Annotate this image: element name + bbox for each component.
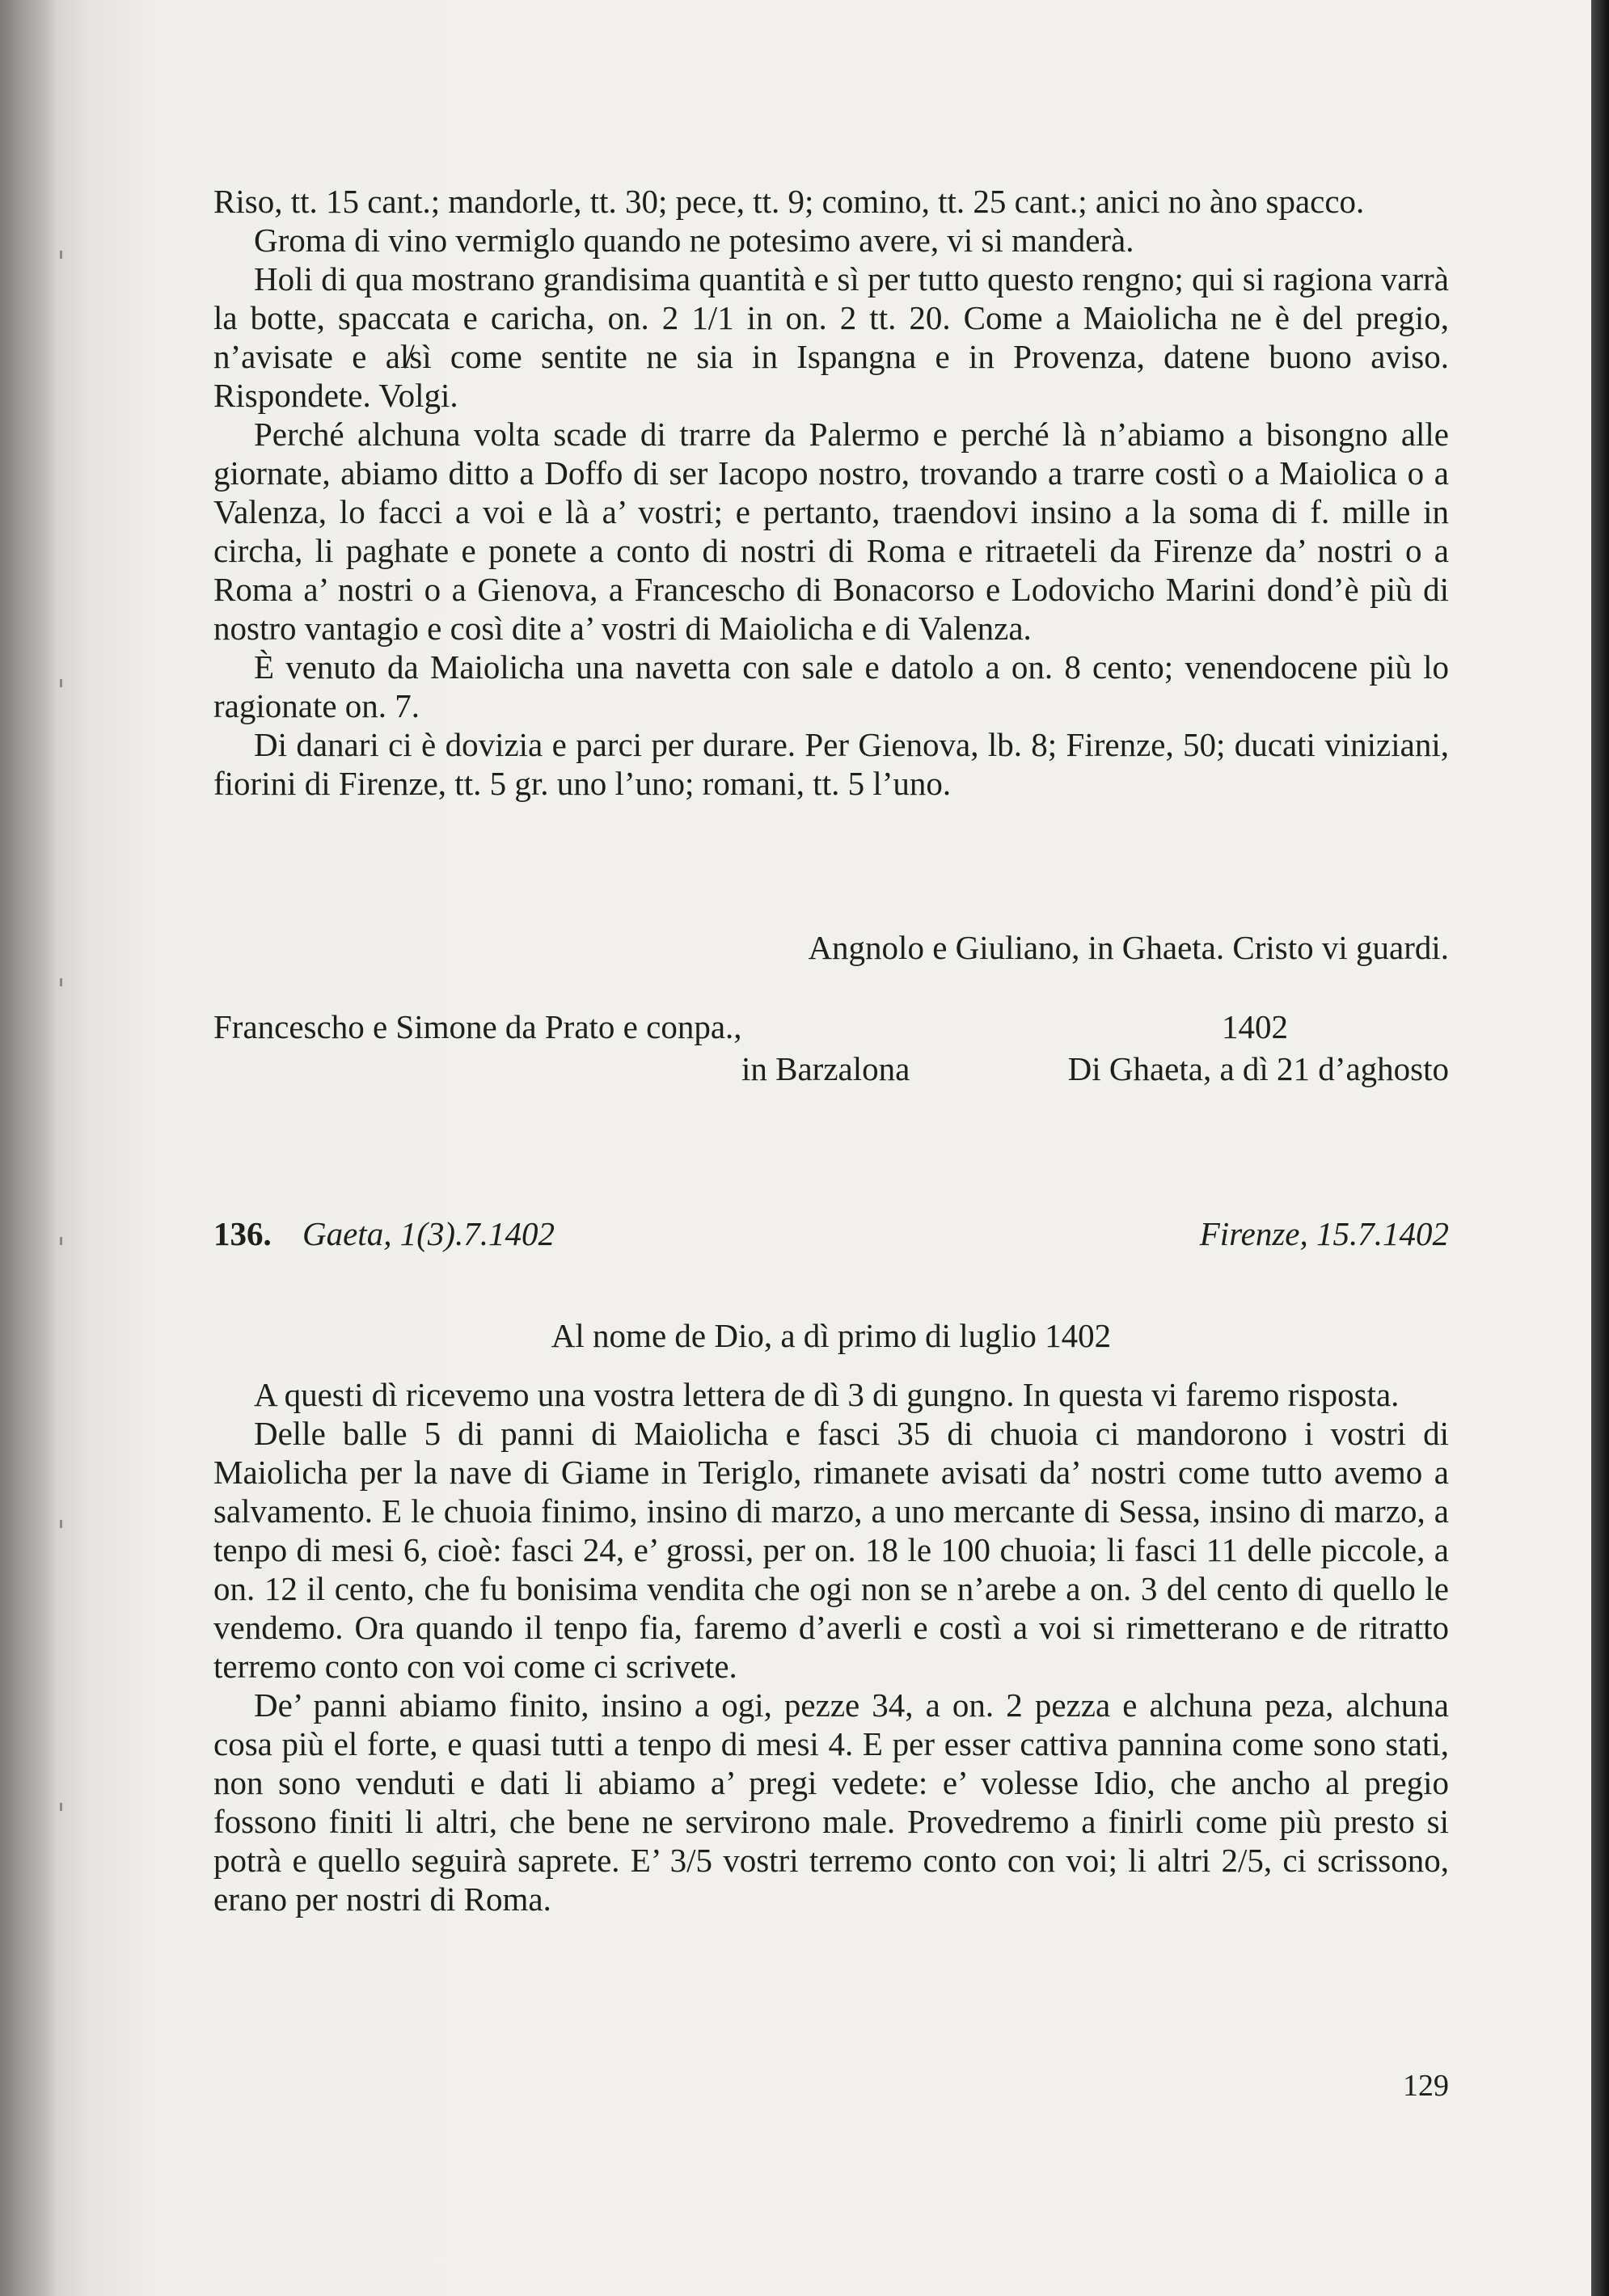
address-recipient: Francescho e Simone da Prato e conpa., (213, 1008, 742, 1045)
letter-number: 136. (213, 1215, 272, 1252)
margin-mark (60, 978, 62, 986)
letter-continuation (213, 182, 1449, 803)
margin-mark (60, 679, 62, 687)
paragraph: De’ panni abiamo finito, insino a ogi, pezze 34, a on. 2 pezza e alchuna peza, alchuna cosa più el forte, e quasi tutti a tenpo di mesi 4. E per esser cattiva pannina come sono stati, non sono venduti e dati li abiamo a’ pregi vedete: e’ volesse Idio, che ancho al pregio fossono finiti li altri, che bene ne servirono male. Provedremo a finirli come più presto si potrà e quello seguirà saprete. E’ 3/5 vostri terremo conto con voi; li altri 2/5, ci scrissono, erano per nostri di Roma. (213, 1686, 1449, 1918)
address-year: 1402 (1222, 1008, 1288, 1045)
margin-mark (60, 1520, 62, 1528)
paragraph: È venuto da Maiolicha una navetta con sale e datolo a on. 8 cento; venendocene più lo ragionate on. 7. (213, 648, 1449, 724)
address-line-1 (213, 1007, 1449, 1046)
letter-body (213, 1375, 1449, 1918)
paragraph: Delle balle 5 di panni di Maiolicha e fasci 35 di chuoia ci mandorono i vostri di Maiolicha per la nave di Giame in Teriglo, rimanete avisati da’ nostri come tutto avemo a salvamento. E le chuoia finimo, insino di marzo, a uno mercante di Sessa, insino di marzo, a tenpo di mesi 6, cioè: fasci 24, e’ grossi, per on. 18 le 100 chuoia; li fasci 11 delle piccole, a on. 12 il cento, che fu bonisima vendita che ogi non se n’arebe a on. 3 del cento di quello le vendemo. Ora quando il tenpo fia, faremo d’averli e costì a voi si rimetterano e de ritratto terremo conto con voi come ci scrivete. (213, 1415, 1449, 1685)
letter-header (213, 1214, 1449, 1253)
margin-mark (60, 1237, 62, 1245)
address-date: Di Ghaeta, a dì 21 d’aghosto (1067, 1050, 1449, 1087)
address-place: in Barzalona (741, 1050, 910, 1087)
paragraph: Holi di qua mostrano grandisima quantità e sì per tutto questo rengno; qui si ragiona varrà la botte, spaccata e caricha, on. 2 1/1 in on. 2 tt. 20. Come a Maiolicha ne è del pregio, n’avisate e al̸sì come sentite ne sia in Ispangna e in Provenza, datene buono aviso. Rispondete. Volgi. (213, 260, 1449, 414)
paragraph: Groma di vino vermiglo quando ne potesimo avere, vi si manderà. (254, 222, 1134, 259)
page-number: 129 (1403, 2069, 1449, 2103)
paragraph: Perché alchuna volta scade di trarre da Palermo e perché là n’abiamo a bisongno alle giornate, abiamo ditto a Doffo di ser Iacopo nostro, trovando a trarre costì o a Maiolica o a Valenza, lo facci a voi e là a’ vostri; e pertanto, traendovi insino a la soma di f. mille in circha, li paghate e ponete a conto di nostri di Roma e ritraeteli da Firenze da’ nostri o a Roma a’ nostri o a Gienova, a Francescho di Bonacorso e Lodovicho Marini dond’è più di nostro vantagio e così dite a’ vostri di Maiolicha e di Valenza. (213, 416, 1449, 647)
margin-mark (60, 251, 62, 259)
letter-destination: Firenze, 15.7.1402 (1199, 1215, 1449, 1252)
paragraph: Riso, tt. 15 cant.; mandorle, tt. 30; pece, tt. 9; comino, tt. 25 cant.; anici no àno spacco. (213, 183, 1365, 220)
paragraph: Di danari ci è dovizia e parci per durare. Per Gienova, lb. 8; Firenze, 50; ducati viniziani, fiorini di Firenze, tt. 5 gr. uno l’uno; romani, tt. 5 l’uno. (213, 726, 1449, 802)
book-spine-shadow (0, 0, 57, 2296)
book-edge-shadow (1591, 0, 1609, 2296)
invocation: Al nome de Dio, a dì primo di luglio 1402 (551, 1317, 1112, 1354)
paragraph: A questi dì ricevemo una vostra lettera de dì 3 di gungno. In questa vi faremo risposta. (254, 1376, 1400, 1413)
letter-origin: Gaeta, 1(3).7.1402 (302, 1215, 555, 1252)
margin-mark (60, 1803, 62, 1811)
letter-signature: Angnolo e Giuliano, in Ghaeta. Cristo vi guardi. (808, 929, 1449, 966)
address-line-2 (213, 1049, 1449, 1088)
